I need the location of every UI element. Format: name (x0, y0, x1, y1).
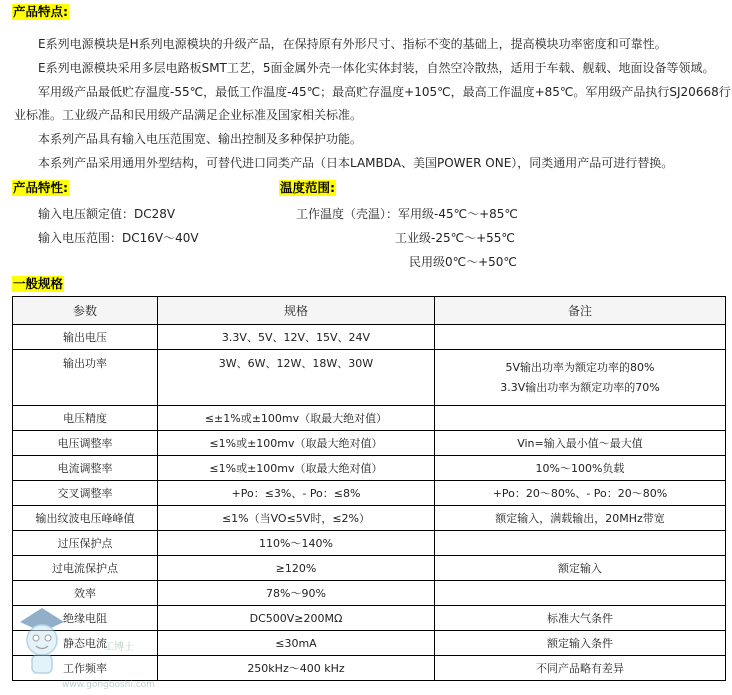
param-cell: 输出功率 (13, 350, 158, 406)
note-cell: +Po：20～80%、- Po：20～80% (434, 481, 725, 506)
table-row (13, 350, 726, 406)
spec-cell: DC500V≥200MΩ (158, 606, 435, 631)
header-remarks: 备注 (434, 297, 725, 325)
note-line: 5V输出功率为额定功率的80% (505, 360, 655, 374)
note-cell (434, 531, 725, 556)
features-paragraph-2: E系列电源模块采用多层电路板SMT工艺，5面金属外壳一体化实体封装，自然空冷散热，适用于车载、舰载、地面设备等领域。 (38, 61, 715, 75)
note-line: 3.3V输出功率为额定功率的70% (500, 380, 660, 394)
note-cell: 额定输入 (434, 556, 725, 581)
features-paragraph-3-cont: 业标准。工业级产品和民用级产品满足企业标准及国家相关标准。 (14, 108, 363, 122)
spec-cell: ≥120% (158, 556, 435, 581)
table-row (13, 456, 726, 481)
param-cell: 输出纹波电压峰峰值 (13, 506, 158, 531)
table-row (13, 531, 726, 556)
note-cell: 额定输入条件 (434, 631, 725, 656)
param-cell: 工作频率 (13, 656, 158, 681)
param-cell: 电压精度 (13, 406, 158, 431)
temperature-heading: 温度范围: (280, 180, 335, 195)
characteristics-heading: 产品特性: (13, 180, 68, 195)
table-row (13, 481, 726, 506)
table-row (13, 556, 726, 581)
spec-cell: 3.3V、5V、12V、15V、24V (158, 325, 435, 350)
spec-cell: ≤1%或±100mv（取最大绝对值） (158, 456, 435, 481)
table-row (13, 406, 726, 431)
note-cell: 额定输入，满载输出，20MHz带宽 (434, 506, 725, 531)
note-cell (434, 581, 725, 606)
note-cell: 标准大气条件 (434, 606, 725, 631)
note-cell (434, 325, 725, 350)
param-cell: 电流调整率 (13, 456, 158, 481)
spec-cell: 78%～90% (158, 581, 435, 606)
param-cell: 过电流保护点 (13, 556, 158, 581)
param-cell: 绝缘电阻 (13, 606, 158, 631)
table-row (13, 431, 726, 456)
spec-heading: 一般规格 (13, 276, 64, 291)
watermark-brand: 工博士 (104, 642, 134, 653)
table-header-row (13, 297, 726, 325)
param-cell: 交叉调整率 (13, 481, 158, 506)
spec-cell: +Po：≤3%、- Po：≤8% (158, 481, 435, 506)
param-cell: 静态电流 (13, 631, 158, 656)
features-paragraph-1: E系列电源模块是H系列电源模块的升级产品，在保持原有外形尺寸、指标不变的基础上，提高模块功率密度和可靠性。 (38, 37, 667, 51)
watermark-site: www.gongboshi.com (62, 680, 155, 690)
header-specification: 规格 (158, 297, 435, 325)
note-cell: 10%～100%负载 (434, 456, 725, 481)
spec-cell: ≤1%或±100mv（取最大绝对值） (158, 431, 435, 456)
param-cell: 过压保护点 (13, 531, 158, 556)
param-cell: 效率 (13, 581, 158, 606)
industrial-temperature: 工业级-25℃～+55℃ (395, 231, 515, 245)
features-heading: 产品特点: (13, 4, 68, 19)
spec-cell: 250kHz～400 kHz (158, 656, 435, 681)
spec-cell: ≤±1%或±100mv（取最大绝对值） (158, 406, 435, 431)
features-paragraph-5: 本系列产品采用通用外型结构，可替代进口同类产品（日本LAMBDA、美国POWER ONE），同类通用产品可进行替换。 (38, 156, 674, 170)
note-cell (434, 406, 725, 431)
spec-cell: ≤30mA (158, 631, 435, 656)
note-cell: Vin=输入最小值～最大值 (434, 431, 725, 456)
spec-cell: 3W、6W、12W、18W、30W (158, 350, 435, 406)
features-paragraph-3: 军用级产品最低贮存温度-55℃，最低工作温度-45℃；最高贮存温度+105℃，最高工作温度+85℃。军用级产品执行SJ20668行 (38, 85, 731, 99)
civil-temperature: 民用级0℃～+50℃ (409, 255, 517, 269)
features-paragraph-4: 本系列产品具有输入电压范围宽、输出控制及多种保护功能。 (38, 132, 363, 146)
mascot-icon (12, 600, 72, 680)
input-voltage-range: 输入电压范围：DC16V～40V (38, 231, 199, 245)
header-parameter: 参数 (13, 297, 158, 325)
table-row (13, 506, 726, 531)
param-cell: 电压调整率 (13, 431, 158, 456)
table-row (13, 325, 726, 350)
watermark-logo (12, 600, 155, 695)
spec-cell: 110%～140% (158, 531, 435, 556)
military-temperature: 工作温度（壳温）：军用级-45℃～+85℃ (296, 207, 518, 221)
rated-input-voltage: 输入电压额定值：DC28V (38, 207, 176, 221)
spec-cell: ≤1%（当VO≤5V时，≤2%） (158, 506, 435, 531)
note-cell: 不同产品略有差异 (434, 656, 725, 681)
note-cell (434, 350, 725, 406)
param-cell: 输出电压 (13, 325, 158, 350)
